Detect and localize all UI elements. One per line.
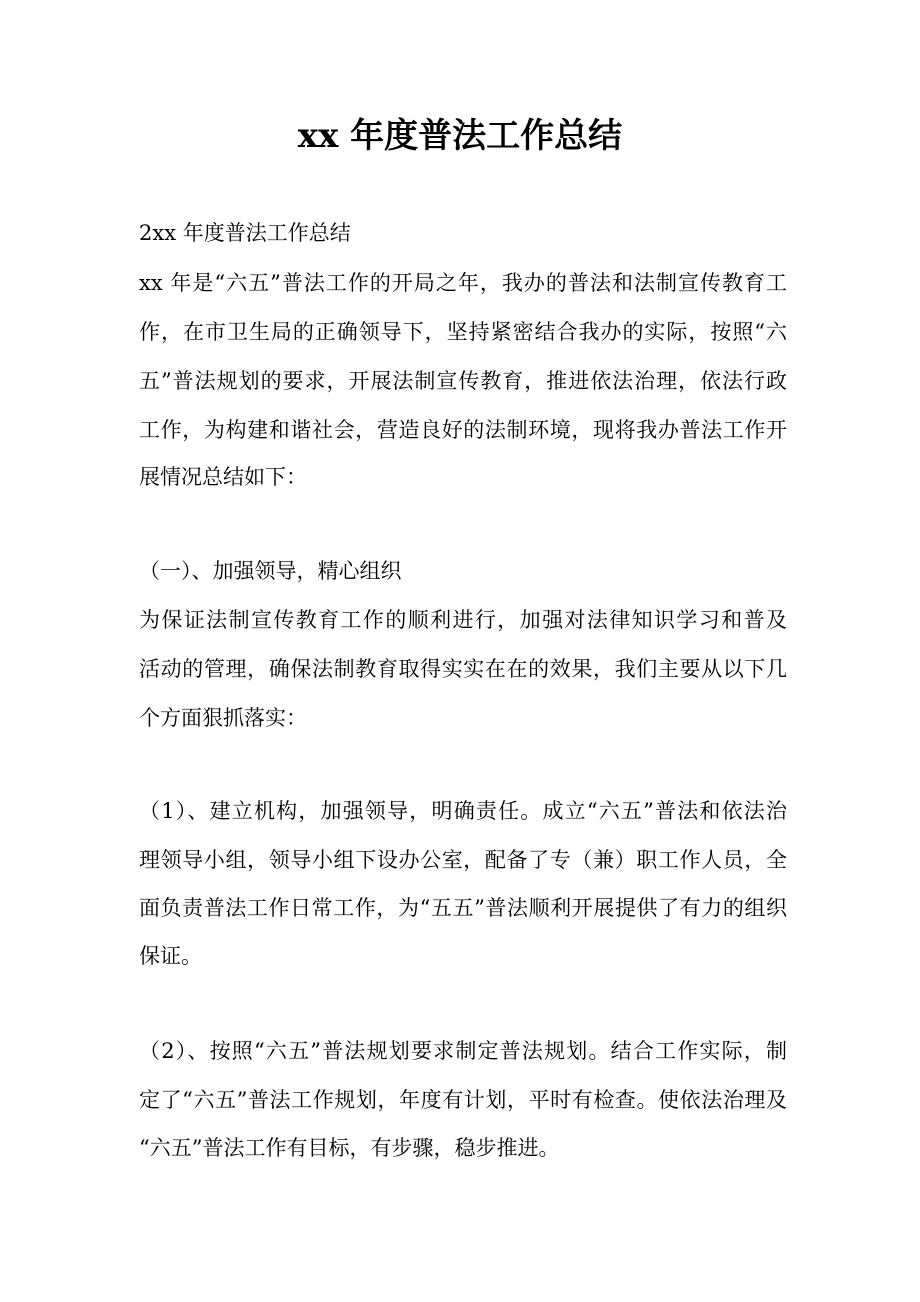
intro-line: xx 年是“六五”普法工作的开局之年，我办的普法和法制宣传教育工: [139, 271, 787, 295]
intro-line: 五”普法规划的要求，开展法制宣传教育，推进依法治理，依法行政: [139, 369, 787, 393]
item-2-line: （2）、按照“六五”普法规划要求制定普法规划。结合工作实际，制: [139, 1039, 787, 1063]
document-subtitle: 2xx 年度普法工作总结: [139, 221, 351, 245]
section-1-line: 个方面狠抓落实：: [139, 706, 307, 730]
item-2-line: “六五”普法工作有目标，有步骤，稳步推进。: [139, 1136, 560, 1160]
section-1-line: 活动的管理，确保法制教育取得实实在在的效果，我们主要从以下几: [139, 657, 787, 681]
intro-line: 展情况总结如下：: [139, 465, 307, 489]
section-1-line: 为保证法制宣传教育工作的顺利进行，加强对法律知识学习和普及: [139, 608, 787, 632]
section-1-heading: （一）、加强领导，精心组织: [139, 559, 402, 583]
document-title: xx 年度普法工作总结: [297, 116, 623, 156]
item-1-line: 理领导小组，领导小组下设办公室，配备了专（兼）职工作人员，全: [139, 848, 787, 872]
intro-line: 工作，为构建和谐社会，营造良好的法制环境，现将我办普法工作开: [139, 418, 787, 442]
item-1-line: 面负责普法工作日常工作，为“五五”普法顺利开展提供了有力的组织: [139, 896, 787, 920]
item-1-line: （1）、建立机构，加强领导，明确责任。成立“六五”普法和依法治: [139, 799, 787, 823]
item-2-line: 定了“六五”普法工作规划，年度有计划，平时有检查。使依法治理及: [139, 1088, 787, 1112]
intro-line: 作，在市卫生局的正确领导下，坚持紧密结合我办的实际，按照“六: [139, 320, 787, 344]
item-1-line: 保证。: [139, 944, 202, 968]
